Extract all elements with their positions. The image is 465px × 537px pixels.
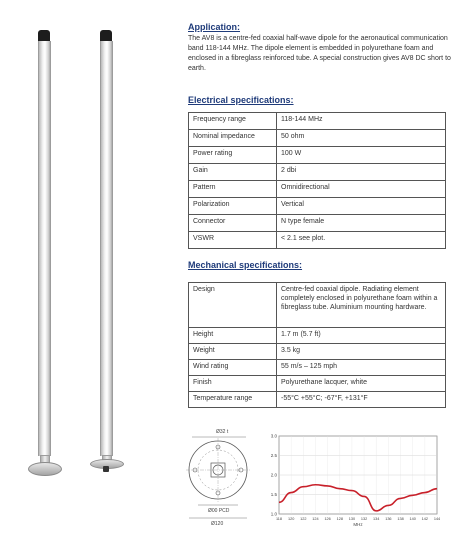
y-tick-label: 2.0 [270, 472, 277, 478]
electrical-heading: Electrical specifications: [188, 95, 294, 105]
x-tick-label: 140 [409, 517, 416, 521]
table-row [189, 113, 446, 130]
x-tick-label: 136 [385, 517, 392, 521]
x-tick-label: 118 [275, 517, 283, 521]
x-tick-label: 142 [421, 517, 429, 521]
base-plate-drawing [180, 425, 260, 530]
spec-value: 55 m/s – 125 mph [277, 360, 446, 376]
application-heading: Application: [188, 22, 240, 32]
spec-label: Finish [189, 376, 277, 392]
table-row [189, 181, 446, 198]
x-axis-label: MHz [353, 522, 363, 527]
drawing-dimension-pcd: Ø00 PCD [208, 508, 230, 514]
table-row [189, 328, 446, 344]
table-row [189, 283, 446, 328]
table-row [189, 198, 446, 215]
antenna-tube [38, 41, 51, 456]
x-tick-label: 128 [336, 517, 343, 521]
x-tick-label: 144 [433, 517, 441, 521]
table-row [189, 130, 446, 147]
spec-label: Frequency range [189, 113, 277, 130]
spec-value: Polyurethane lacquer, white [277, 376, 446, 392]
mechanical-heading: Mechanical specifications: [188, 260, 303, 270]
spec-label: Temperature range [189, 392, 277, 408]
spec-label: Nominal impedance [189, 130, 277, 147]
table-row [189, 344, 446, 360]
x-tick-label: 120 [287, 517, 295, 521]
table-row [189, 376, 446, 392]
table-row [189, 392, 446, 408]
spec-label: Power rating [189, 147, 277, 164]
spec-value: < 2.1 see plot. [277, 232, 446, 249]
x-tick-label: 132 [360, 517, 368, 521]
spec-label: Connector [189, 215, 277, 232]
electrical-spec-table [188, 112, 446, 249]
x-tick-label: 134 [373, 517, 380, 521]
x-tick-label: 124 [312, 517, 319, 521]
spec-value: -55°C +55°C; -67°F, +131°F [277, 392, 446, 408]
connector-icon [103, 466, 109, 472]
y-tick-label: 1.5 [270, 492, 277, 497]
spec-value: 50 ohm [277, 130, 446, 147]
spec-label: Pattern [189, 181, 277, 198]
drawing-top-dimension: Ø32 t [216, 429, 229, 435]
spec-label: VSWR [189, 232, 277, 249]
y-tick-label: 3.0 [270, 433, 277, 439]
antenna-base-plate [28, 462, 62, 476]
spec-value: Vertical [277, 198, 446, 215]
spec-value: 2 dbi [277, 164, 446, 181]
table-row [189, 360, 446, 376]
x-tick-label: 122 [300, 517, 307, 521]
table-row [189, 232, 446, 249]
spec-label: Design [189, 283, 277, 328]
spec-value: Omnidirectional [277, 181, 446, 198]
spec-label: Weight [189, 344, 277, 360]
application-text: The AV8 is a centre-fed coaxial half-wave dipole for the aeronautical communication band 118-144 MHz. The dipole element is embedded in polyurethane foam and enclosed in a fibreglass reinforced tube. A special construction gives AV8 DC short to earth. [188, 35, 451, 72]
x-tick-label: 130 [348, 517, 356, 521]
y-tick-label: 2.5 [270, 453, 277, 458]
x-tick-label: 138 [397, 517, 404, 521]
vswr-chart [265, 430, 443, 530]
spec-value: 1.7 m (5.7 ft) [277, 328, 446, 344]
y-tick-label: 1.0 [270, 511, 277, 517]
spec-label: Wind rating [189, 360, 277, 376]
spec-value: N type female [277, 215, 446, 232]
spec-value: 100 W [277, 147, 446, 164]
drawing-dimension-outer: Ø120 [211, 521, 224, 527]
table-row [189, 164, 446, 181]
antenna-tube [100, 41, 113, 456]
spec-label: Gain [189, 164, 277, 181]
spec-label: Height [189, 328, 277, 344]
spec-value: Centre-fed coaxial dipole. Radiating element completely enclosed in polyurethane foam within a fibreglass tube. Aluminium mounting hardware. [277, 283, 446, 328]
mechanical-spec-table [188, 282, 446, 408]
x-tick-label: 126 [324, 517, 331, 521]
spec-value: 118-144 MHz [277, 113, 446, 130]
table-row [189, 215, 446, 232]
spec-value: 3.5 kg [277, 344, 446, 360]
table-row [189, 147, 446, 164]
spec-label: Polarization [189, 198, 277, 215]
